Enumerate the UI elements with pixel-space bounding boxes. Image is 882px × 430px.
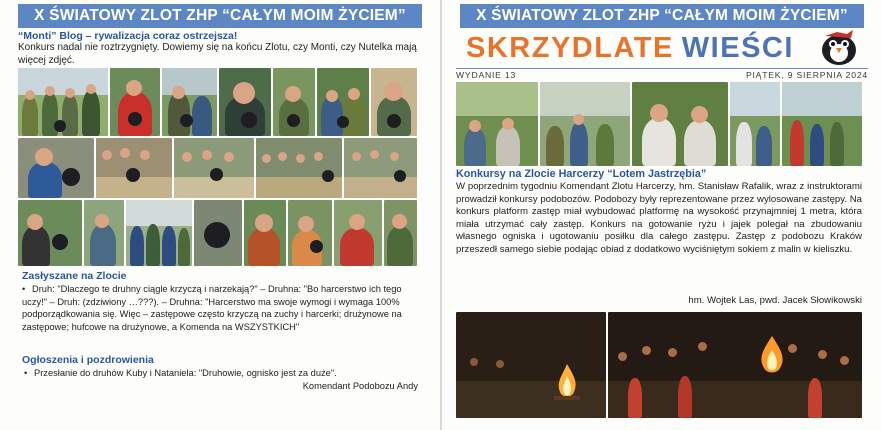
- section-greetings-title: Ogłoszenia i pozdrowienia: [22, 354, 154, 366]
- photo-glasses-selfie: [219, 68, 271, 136]
- bonfire-icon: [754, 334, 790, 378]
- photo-group-scouts: [18, 68, 108, 136]
- photo-table-meal: [96, 138, 172, 198]
- photo-girl-selfie: [244, 200, 286, 266]
- photo-dining-group: [174, 138, 254, 198]
- section-greetings-sign: Komendant Podobozu Andy: [302, 381, 418, 391]
- photo-outdoor-pair: [162, 68, 217, 136]
- photo-campfire-small: [456, 312, 606, 418]
- photo-smiling-man: [371, 68, 417, 136]
- newsletter-title: [466, 32, 794, 65]
- left-banner: X ŚWIATOWY ZLOT ZHP “CAŁYM MOIM ŻYCIEM”: [18, 4, 422, 28]
- section-heard-title: Zasłyszane na Zlocie: [22, 270, 127, 282]
- photo-group-standing: [126, 200, 192, 266]
- article-title: Konkursy na Zlocie Harcerzy “Lotem Jastrzębia”: [456, 168, 707, 180]
- right-banner: X ŚWIATOWY ZLOT ZHP “CAŁYM MOIM ŻYCIEM”: [460, 4, 864, 28]
- photo-scouts-field: [730, 82, 780, 166]
- section-greetings-text: • Przesłanie do druhów Kuby i Nataniela: "Druhowie, ognisko jest za duże".: [34, 367, 418, 380]
- photo-scouts-tent: [84, 200, 124, 266]
- blog-intro: Konkurs nadal nie roztrzygnięty. Dowiemy się na końcu Zlotu, czy Monti, czy Nutelka mają więcej zdjęć.: [18, 42, 417, 66]
- photo-red-jacket: [110, 68, 160, 136]
- section-heard-text: • Druh: "Dlaczego te druhny ciągle krzyczą i narzekają?" – Druhna: "Bo harcerstwo ich tego uczy!" – Druh: (zdziwiony …???). – Druhna: "Harcerstwo ma swoje wymogi i wymaga 100% podporządkowania się. Więc – zastępowe często krzyczą na zuchy i harcerki; drużynowe na zastępowe; hufcowe na drużynowe, a Komenda na WSZYSTKICH": [22, 283, 418, 333]
- issue-date: PIĄTEK, 9 SIERPNIA 2024: [745, 70, 868, 80]
- left-page: [0, 0, 440, 430]
- article-author: hm. Wojtek Las, pwd. Jacek Słowikowski: [688, 295, 862, 306]
- right-page: [442, 0, 882, 430]
- issue-line: [456, 68, 868, 80]
- photo-scout-group-forest: [317, 68, 369, 136]
- mascot-bird-icon: [817, 28, 861, 68]
- photo-girls-plush: [18, 200, 82, 266]
- photo-cooking-contest: [540, 82, 630, 166]
- article-body: W poprzednim tygodniu Komendant Zlotu Harcerzy, hm. Stanisław Rafalik, wraz z instruktorami prowadził konkursy podobozów. Podobozy były reprezentowane przez wylosowane zastępy. Na konkurs platform zastęp miał wybudować platformę na wysokość przynajmniej 1 metra, która miała utrzymać cały zastęp. Konkurs na gotowanie ryżu i jajek polegał na zbudowaniu własnego ogniska i ugotowaniu posiłku dla całego zastępu. Zastęp z podobozu Kraków przeszedł samego siebie podając obiad z dodatkowo wyciśniętym sokiem z malin w kieliszku.: [456, 181, 862, 255]
- photo-dining-hall: [256, 138, 342, 198]
- photo-young-scout: [273, 68, 315, 136]
- photo-campfire-circle: [608, 312, 862, 418]
- photo-boy-plush: [18, 138, 94, 198]
- photo-plush-closeup: [194, 200, 242, 266]
- newsletter-title-word1: SKRZYDLATE: [466, 32, 674, 64]
- blog-title: “Monti” Blog – rywalizacja coraz ostrzejsza!: [18, 30, 238, 42]
- photo-kids-plush: [288, 200, 332, 266]
- photo-scout-portrait: [384, 200, 417, 266]
- photo-red-cap-scout: [334, 200, 382, 266]
- issue-number: WYDANIE 13: [456, 70, 517, 80]
- newsletter-title-word2: WIEŚCI: [681, 32, 794, 64]
- campfire-icon: [552, 362, 582, 402]
- photo-platform-contest: [456, 82, 538, 166]
- photo-long-table: [344, 138, 417, 198]
- photo-juice-glass: [632, 82, 728, 166]
- photo-tower-build: [782, 82, 862, 166]
